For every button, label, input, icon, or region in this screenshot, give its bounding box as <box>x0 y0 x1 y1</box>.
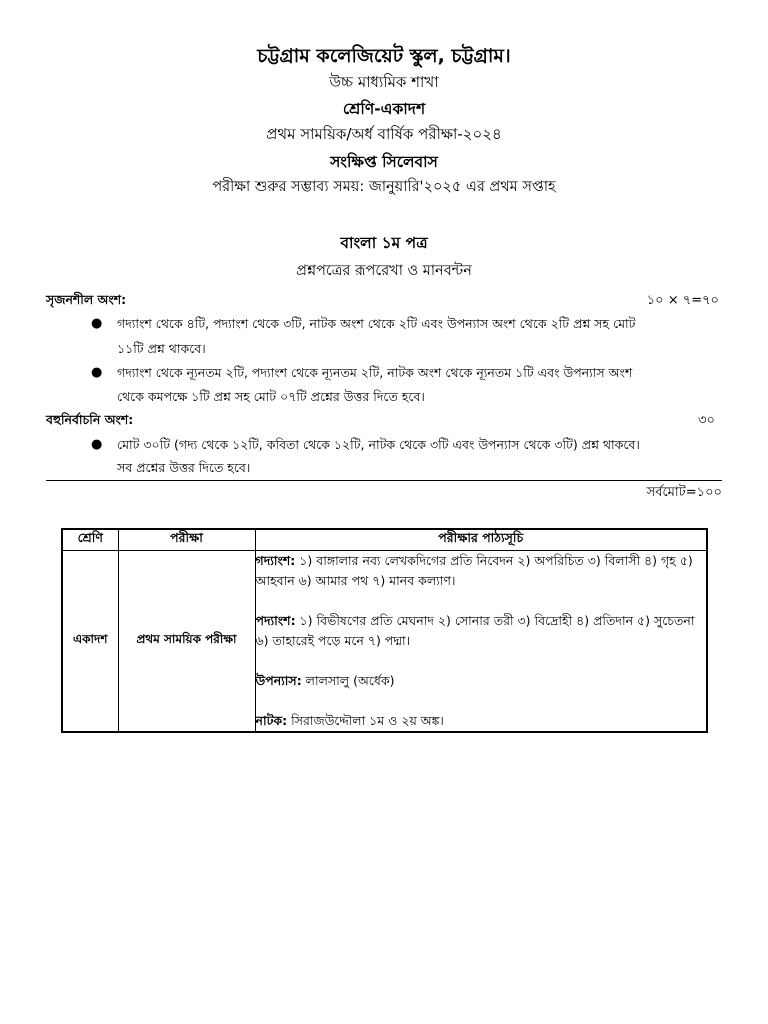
novel-section <box>256 671 707 691</box>
drama-section <box>256 711 707 731</box>
drama-text: সিরাজউদ্দৌলা ১ম ও ২য় অঙ্ক। <box>287 713 444 728</box>
poetry-section <box>256 611 707 651</box>
novel-label: উপন্যাস: <box>255 673 302 688</box>
bullet-dot: ● <box>91 437 103 452</box>
drama-label: নাটক: <box>255 713 288 728</box>
exam-cell: প্রথম সাময়িক পরীক্ষা <box>118 551 255 733</box>
subject-subtitle: প্রশ্নপত্রের রূপরেখা ও মানবন্টন <box>296 263 472 279</box>
branch-name: উচ্চ মাধ্যমিক শাখা <box>329 73 439 91</box>
header-exam: পরীক্ষা <box>118 529 255 551</box>
creative-bullet-2-line2: থেকে কমপক্ষে ১টি প্রশ্ন সহ মোট ০৭টি প্রশ্নের উত্তর দিতে হবে। <box>117 389 425 404</box>
poetry-label: পদ্যাংশ: <box>255 613 296 628</box>
mcq-marks: ৩০ <box>698 413 715 428</box>
syllabus-title: সংক্ষিপ্ত সিলেবাস <box>330 153 438 171</box>
novel-text: লালসালু (অর্ধেক) <box>301 673 395 688</box>
class-cell: একাদশ <box>62 551 118 733</box>
subject-title: বাংলা ১ম পত্র <box>340 234 428 252</box>
table-row <box>62 551 707 733</box>
creative-label: সৃজনশীল অংশ: <box>46 292 127 307</box>
exam-title: প্রথম সাময়িক/অর্ধ বার্ষিক পরীক্ষা-২০২৪ <box>266 125 502 143</box>
header-syllabus: পরীক্ষার পাঠ্যসূচি <box>255 529 707 551</box>
mcq-bullet-1-line1: মোট ৩০টি (গদ্য থেকে ১২টি, কবিতা থেকে ১২টি, নাটক থেকে ৩টি এবং উপন্যাস থেকে ৩টি) প্রশ্ন থাকবে। <box>117 437 640 452</box>
school-name: চট্টগ্রাম কলেজিয়েট স্কুল, চট্টগ্রাম। <box>257 45 511 67</box>
syllabus-cell <box>255 551 707 733</box>
grand-total: সর্বমোট=১০০ <box>646 485 722 500</box>
mcq-bullet-1-line2: সব প্রশ্নের উত্তর দিতে হবে। <box>117 460 251 475</box>
prose-section <box>256 551 707 591</box>
table-header-row <box>62 529 707 551</box>
creative-bullet-1-line1: গদ্যাংশ থেকে ৪টি, পদ্যাংশ থেকে ৩টি, নাটক অংশ থেকে ২টি এবং উপন্যাস অংশ থেকে ২টি প্রশ্ন সহ মোট <box>117 316 636 331</box>
prose-text: ১) বাঙ্গালার নব্য লেখকদিগের প্রতি নিবেদন ২) অপরিচিত ৩) বিলাসী ৪) গৃহ ৫) আহবান ৬) আমার পথ ৭) মানব কল্যাণ। <box>255 553 693 588</box>
divider-line <box>46 480 722 481</box>
bullet-dot: ● <box>91 365 103 380</box>
mcq-label: বহুনির্বাচনি অংশ: <box>46 412 134 427</box>
creative-marks: ১০ × ৭=৭০ <box>646 293 719 308</box>
creative-bullet-1-line2: ১১টি প্রশ্ন থাকবে। <box>117 341 206 356</box>
prose-label: গদ্যাংশ: <box>255 553 296 568</box>
exam-time: পরীক্ষা শুরুর সম্ভাব্য সময়: জানুয়ারি'২০২৫ এর প্রথম সপ্তাহ <box>212 179 556 195</box>
class-title: শ্রেণি-একাদশ <box>342 100 426 118</box>
poetry-text: ১) বিভীষণের প্রতি মেঘনাদ ২) সোনার তরী ৩) বিদ্রোহী ৪) প্রতিদান ৫) সুচেতনা ৬) তাহারেই পড়ে মনে ৭) পদ্মা। <box>255 613 695 648</box>
bullet-dot: ● <box>91 316 103 331</box>
header-class: শ্রেণি <box>62 529 118 551</box>
syllabus-table <box>61 528 708 733</box>
creative-bullet-2-line1: গদ্যাংশ থেকে ন্যূনতম ২টি, পদ্যাংশ থেকে ন্যূনতম ২টি, নাটক অংশ থেকে ন্যূনতম ১টি এবং উপন্যাস অংশ <box>117 365 633 380</box>
